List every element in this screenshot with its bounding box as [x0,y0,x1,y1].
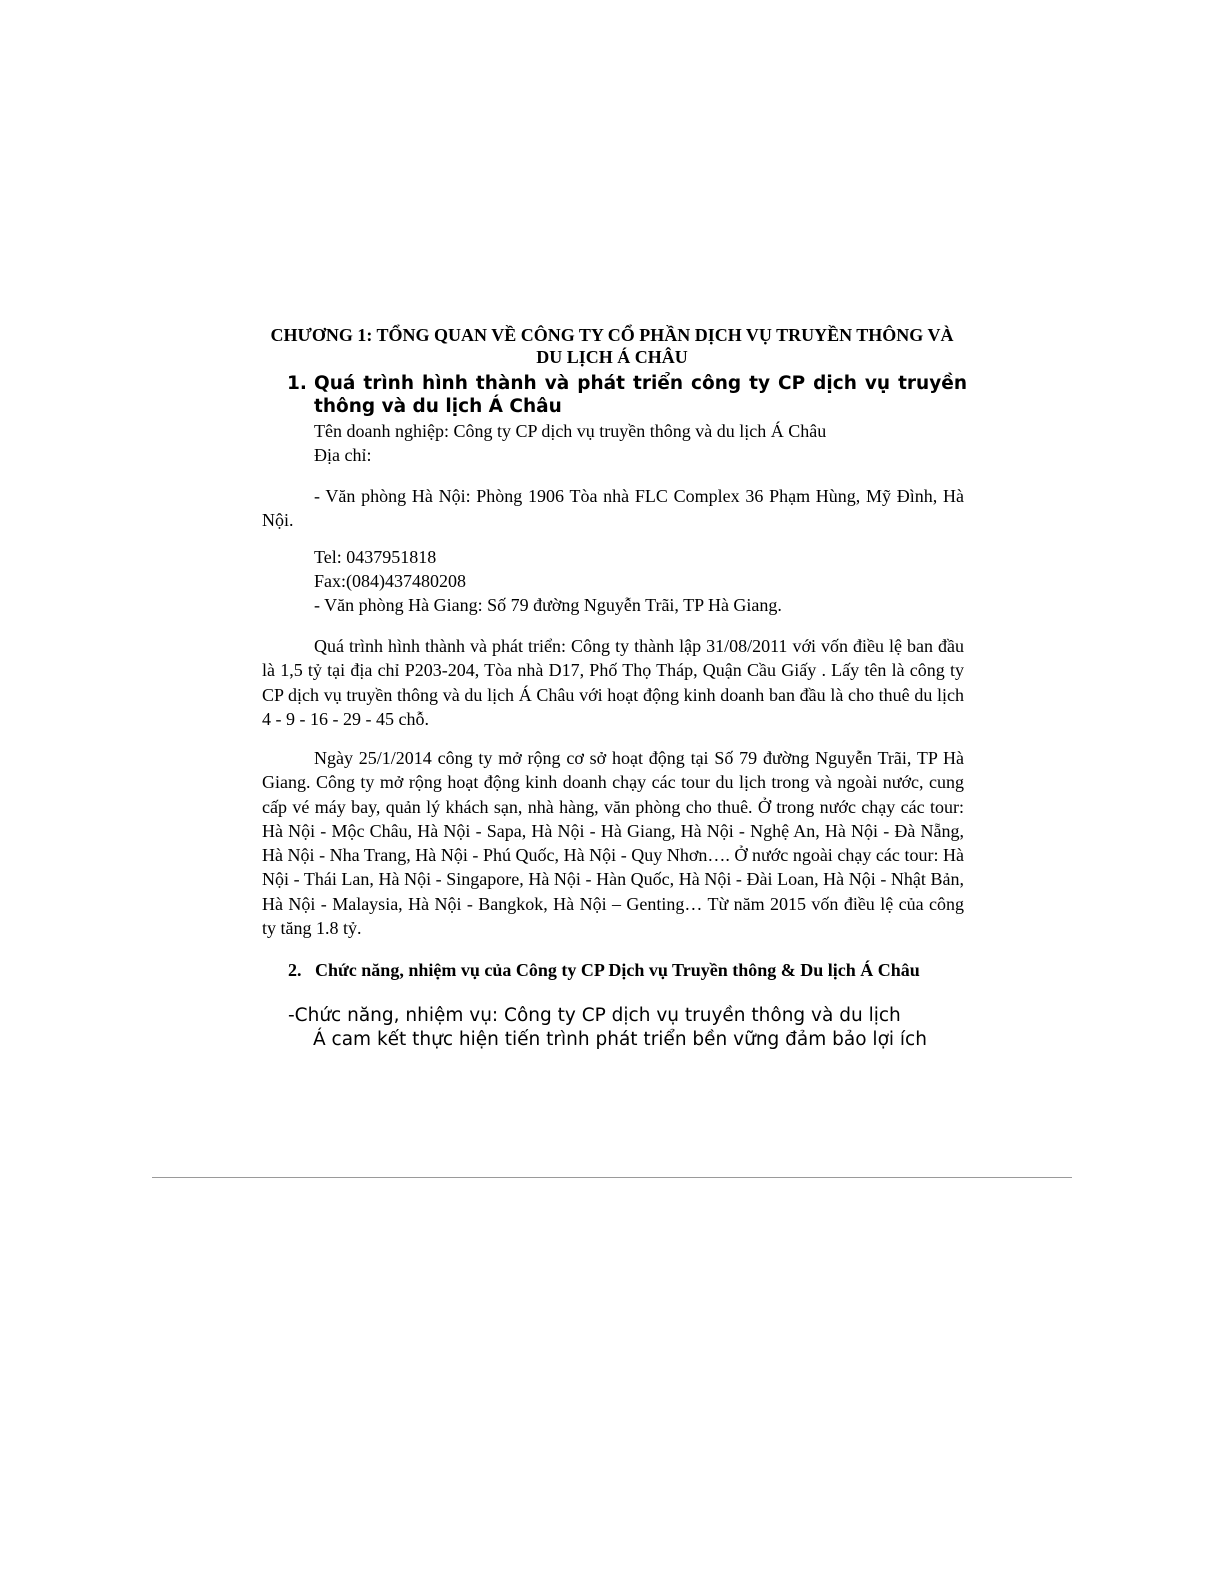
page-divider [152,1177,1072,1178]
section-1-title: Quá trình hình thành và phát triển công ty CP dịch vụ truyền thông và du lịch Á Châu [314,373,967,417]
function-line-2: Á cam kết thực hiện tiến trình phát triển bền vững đảm bảo lợi ích [313,1029,927,1050]
hanoi-office-paragraph [262,484,964,533]
address-label: Địa chỉ: [314,445,372,465]
section-2-title: Chức năng, nhiệm vụ của Công ty CP Dịch vụ Truyền thông & Du lịch Á Châu [315,960,920,980]
hagiang-office: - Văn phòng Hà Giang: Số 79 đường Nguyễn Trãi, TP Hà Giang. [314,595,782,615]
section-1-number: 1. [287,373,307,394]
function-paragraph [288,1004,964,1052]
tel-line: Tel: 0437951818 [314,547,437,567]
expansion-paragraph [262,746,964,940]
chapter-title: CHƯƠNG 1: TỔNG QUAN VỀ CÔNG TY CỔ PHẦN DỊCH VỤ TRUYỀN THÔNG VÀ DU LỊCH Á CHÂU [270,325,954,367]
section-1-heading [287,372,967,418]
history-paragraph [262,634,964,731]
fax-line: Fax:(084)437480208 [314,571,466,591]
function-line-1: -Chức năng, nhiệm vụ: Công ty CP dịch vụ truyền thông và du lịch [288,1005,901,1026]
expansion-text: Ngày 25/1/2014 công ty mở rộng cơ sở hoạt động tại Số 79 đường Nguyễn Trãi, TP Hà Giang. Công ty mở rộng hoạt động kinh doanh chạy các tour du lịch trong và ngoài nước, cung cấp vé máy bay, quản lý khách sạn, nhà hàng, văn phòng cho thuê. Ở trong nước chạy các tour: Hà Nội - Mộc Châu, Hà Nội - Sapa, Hà Nội - Hà Giang, Hà Nội - Nghệ An, Hà Nội - Đà Nẵng, Hà Nội - Nha Trang, Hà Nội - Phú Quốc, Hà Nội - Quy Nhơn…. Ở nước ngoài chạy các tour: Hà Nội - Thái Lan, Hà Nội - Singapore, Hà Nội - Hàn Quốc, Hà Nội - Đài Loan, Hà Nội - Nhật Bản, Hà Nội - Malaysia, Hà Nội - Bangkok, Hà Nội – Genting… Từ năm 2015 vốn điều lệ của công ty tăng 1.8 tỷ. [262,748,964,939]
section-2-number: 2. [288,960,302,980]
company-name: Tên doanh nghiệp: Công ty CP dịch vụ truyền thông và du lịch Á Châu [314,421,827,441]
history-text: Quá trình hình thành và phát triển: Công ty thành lập 31/08/2011 với vốn điều lệ ban đầu là 1,5 tỷ tại địa chỉ P203-204, Tòa nhà D17, Phố Thọ Tháp, Quận Cầu Giấy . Lấy tên là công ty CP dịch vụ truyền thông và du lịch Á Châu với hoạt động kinh doanh ban đầu là cho thuê du lịch 4 - 9 - 16 - 29 - 45 chỗ. [262,636,964,729]
hanoi-office: - Văn phòng Hà Nội: Phòng 1906 Tòa nhà FLC Complex 36 Phạm Hùng, Mỹ Đình, Hà Nội. [262,486,964,531]
section-2-heading [288,958,964,982]
